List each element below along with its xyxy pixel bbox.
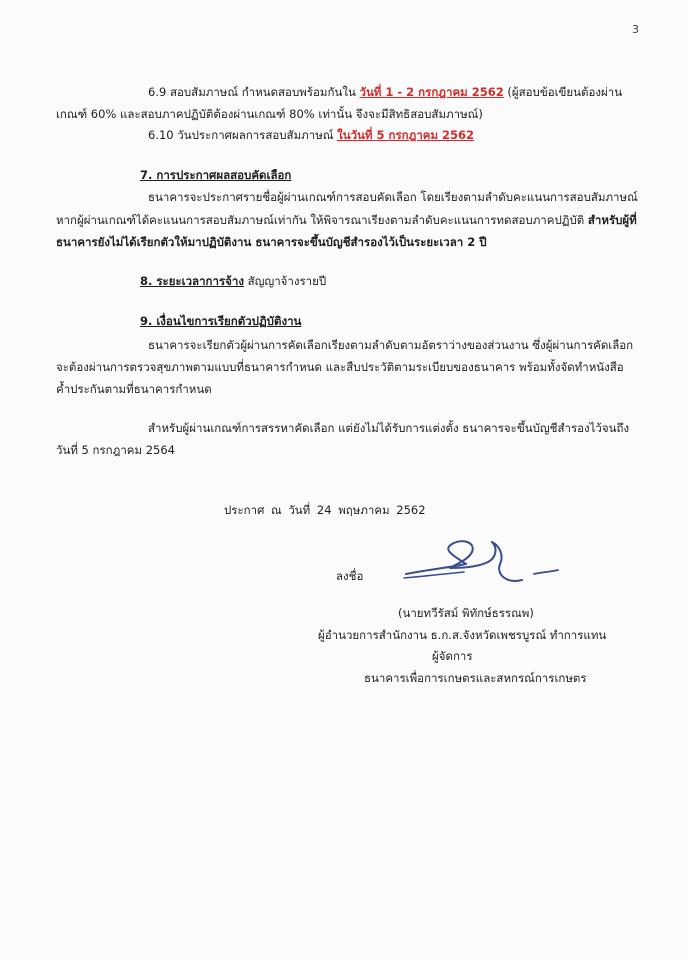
section-7-line-2 — [56, 212, 637, 228]
signer-title-line-1: ผู้อำนวยการสำนักงาน ธ.ก.ส.จังหวัดเพชรบูรณ์ ทำการแทน — [318, 628, 607, 642]
section-8-heading: 8. ระยะเวลาการจ้าง — [140, 274, 244, 288]
item-6-9-note: (ผู้สอบข้อเขียนต้องผ่าน — [503, 85, 623, 99]
section-8 — [140, 273, 326, 289]
section-9-line-3: ค้ำประกันตามที่ธนาคารกำหนด — [56, 382, 212, 396]
section-7-line-3: ธนาคารยังไม่ได้เรียกตัวให้มาปฏิบัติงาน ธนาคารจะขึ้นบัญชีสำรองไว้เป็นระยะเวลา 2 ปี — [56, 235, 487, 249]
result-date: ในวันที่ 5 กรกฎาคม 2562 — [337, 128, 475, 142]
signer-title-line-3: ธนาคารเพื่อการเกษตรและสหกรณ์การเกษตร — [364, 671, 587, 685]
interview-date: วันที่ 1 - 2 กรกฎาคม 2562 — [359, 85, 504, 99]
item-6-9-line-2: เกณฑ์ 60% และสอบภาคปฏิบัติต้องผ่านเกณฑ์ 80% เท่านั้น จึงจะมีสิทธิสอบสัมภาษณ์) — [56, 107, 483, 121]
signer-title-line-2: ผู้จัดการ — [432, 649, 473, 663]
item-6-9-text: 6.9 สอบสัมภาษณ์ กำหนดสอบพร้อมกันใน — [148, 85, 360, 99]
section-9-heading: 9. เงื่อนไขการเรียกตัวปฏิบัติงาน — [140, 314, 302, 328]
signature-label: ลงชื่อ — [336, 569, 364, 583]
section-7-line-1: ธนาคารจะประกาศรายชื่อผู้ผ่านเกณฑ์การสอบคัดเลือก โดยเรียงตามลำดับคะแนนการสอบสัมภาษณ์ — [148, 190, 638, 204]
reserve-line-1: สำหรับผู้ผ่านเกณฑ์การสรรหาคัดเลือก แต่ยังไม่ได้รับการแต่งตั้ง ธนาคารจะขึ้นบัญชีสำรองไว้จนถึง — [148, 421, 630, 435]
section-7-heading: 7. การประกาศผลสอบคัดเลือก — [140, 168, 292, 182]
reserve-line-2: วันที่ 5 กรกฎาคม 2564 — [56, 443, 176, 457]
page-number: 3 — [632, 23, 639, 36]
signer-name: (นายทวีรัสม์ พิทักษ์ธรรณพ) — [398, 606, 534, 620]
item-6-9-line-1 — [148, 84, 622, 100]
signature-mark — [396, 534, 576, 590]
announcement-date: ประกาศ ณ วันที่ 24 พฤษภาคม 2562 — [224, 503, 426, 517]
section-9-line-1: ธนาคารจะเรียกตัวผู้ผ่านการคัดเลือกเรียงตามลำดับตามอัตราว่างของส่วนงาน ซึ่งผู้ผ่านการคัดเลือก — [148, 338, 634, 352]
section-7-line-2-text: หากผู้ผ่านเกณฑ์ได้คะแนนการสอบสัมภาษณ์เท่ากัน ให้พิจารณาเรียงตามลำดับคะแนนการทดสอบภาคปฏิบัติ — [56, 213, 588, 227]
section-8-text: สัญญาจ้างรายปี — [243, 274, 327, 288]
item-6-10-text: 6.10 วันประกาศผลการสอบสัมภาษณ์ — [148, 128, 338, 142]
item-6-10 — [148, 127, 474, 143]
section-7-line-2-bold: สำหรับผู้ที่ — [587, 213, 637, 227]
section-9-line-2: จะต้องผ่านการตรวจสุขภาพตามแบบที่ธนาคารกำหนด และสืบประวัติตามระเบียบของธนาคาร พร้อมทั้งจัดทำหนังสือ — [56, 360, 624, 374]
